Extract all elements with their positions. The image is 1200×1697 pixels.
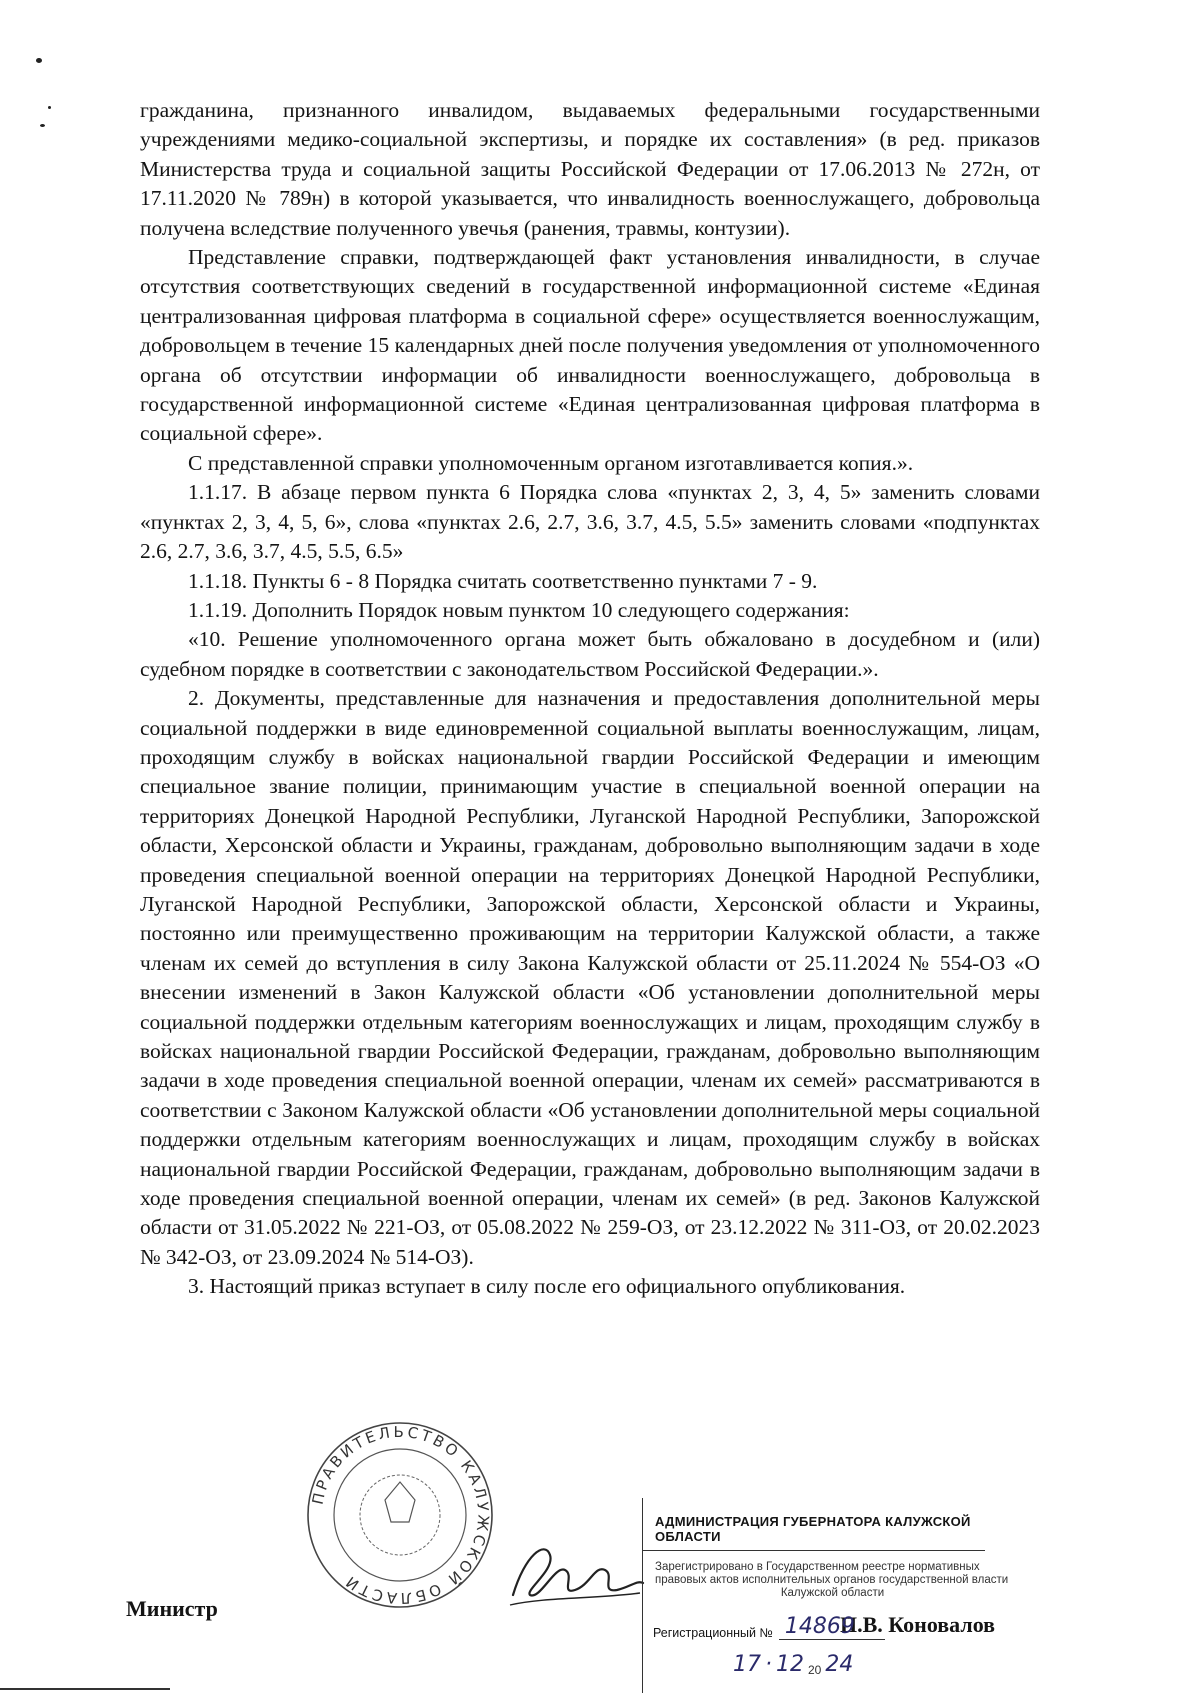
paragraph-point-10: «10. Решение уполномоченного органа может быть обжаловано в досудебном и (или) судебном порядке в соответствии с законодательством Российской Федерации.». [140, 627, 1040, 681]
registration-number: 14869 [779, 1614, 885, 1640]
seal-ring-text: ПРАВИТЕЛЬСТВО КАЛУЖСКОЙ ОБЛАСТИ [308, 1422, 493, 1608]
stamp-date-day: 17 [733, 1652, 761, 1677]
signatory-title: Министр [126, 1596, 218, 1621]
stamp-header: АДМИНИСТРАЦИЯ ГУБЕРНАТОРА КАЛУЖСКОЙ ОБЛАСТИ [643, 1498, 985, 1551]
stamp-text [643, 1551, 1010, 1600]
stamp-date: 17 · 12 20 24 [733, 1652, 854, 1677]
stamp-line: Зарегистрировано в Государственном реестре нормативных [655, 1561, 980, 1573]
scan-speck [36, 58, 42, 63]
stamp-date-year-suffix: 24 [825, 1652, 854, 1677]
stamp-line: Калужской области [780, 1587, 885, 1599]
paragraph-1-1-17: 1.1.17. В абзаце первом пункта 6 Порядка слова «пунктах 2, 3, 4, 5» заменить словами «пунктах 2, 3, 4, 5, 6», слова «пунктах 2.6, 2.7, 3.6, 3.7, 4.5, 5.5» заменить словами «подпунктах 2.6, 2.7, 3.6, 3.7, 4.5, 5.5, 6.5» [140, 480, 1040, 564]
handwritten-signature [505, 1535, 645, 1615]
stamp-registration-row [643, 1600, 1023, 1640]
official-seal [305, 1420, 495, 1610]
paragraph-1-1-19: 1.1.19. Дополнить Порядок новым пунктом 10 следующего содержания: [188, 597, 850, 622]
paragraph-section-3: 3. Настоящий приказ вступает в силу после его официального опубликования. [188, 1274, 906, 1299]
divider [0, 1688, 170, 1690]
paragraph-certificate-submission: Представление справки, подтверждающей факт установления инвалидности, в случае отсутствия соответствующих сведений в государственной информационной системе «Единая централизованная цифровая платформа в социальной сфере» осуществляется военнослужащим, добровольцем в течение 15 календарных дней после получения уведомления от уполномоченного органа об отсутствии информации об инвалидности военнослужащего, добровольца в государственной информационной системе «Единая централизованная цифровая платформа в социальной сфере». [140, 245, 1040, 446]
paragraph-continuation: гражданина, признанного инвалидом, выдаваемых федеральными государственными учреждениями медико-социальной экспертизы, и порядке их составления» (в ред. приказов Министерства труда и социальной защиты Российской Федерации от 17.06.2013 № 272н, от 17.11.2020 № 789н) в которой указывается, что инвалидность военнослужащего, добровольца получена вследствие полученного увечья (ранения, травмы, контузии). [140, 98, 1040, 240]
stamp-date-month: 12 [776, 1652, 804, 1677]
registration-stamp [642, 1498, 1023, 1693]
scan-speck [40, 124, 45, 127]
paragraph-section-2: 2. Документы, представленные для назначения и предоставления дополнительной меры социальной поддержки в виде единовременной социальной выплаты военнослужащим, лицам, проходящим службу в войсках национальной гвардии Российской Федерации и имеющим специальное звание полиции, принимающим участие в специальной военной операции на территориях Донецкой Народной Республики, Луганской Народной Республики, Запорожской области, Херсонской области и Украины, гражданам, добровольно выполняющим задачи в ходе проведения специальной военной операции на территориях Донецкой Народной Республики, Луганской Народной Республики, Запорожской области, Херсонской области и Украины, постоянно или преимущественно проживающим на территории Калужской области, а также членам их семей до вступления в силу Закона Калужской области от 25.11.2024 № 554-ОЗ «О внесении изменений в Закон Калужской области «Об установлении дополнительной меры социальной поддержки отдельным категориям военнослужащих и лицам, проходящим службу в войсках национальной гвардии Российской Федерации, гражданам, добровольно выполняющим задачи в ходе проведения специальной военной операции, членам их семей» рассматриваются в соответствии с Законом Калужской области «Об установлении дополнительной меры социальной поддержки отдельным категориям военнослужащих и лицам, проходящим службу в войсках национальной гвардии Российской Федерации, гражданам, добровольно выполняющим задачи в ходе проведения специальной военной операции, членам их семей» (в ред. Законов Калужской области от 31.05.2022 № 221-ОЗ, от 05.08.2022 № 259-ОЗ, от 23.12.2022 № 311-ОЗ, от 20.02.2023 № 342-ОЗ, от 23.09.2024 № 514-ОЗ). [140, 686, 1040, 1269]
stamp-date-year-prefix: 20 [808, 1663, 822, 1677]
document-body [140, 96, 1040, 1302]
scan-speck [48, 106, 51, 109]
paragraph-1-1-18: 1.1.18. Пункты 6 - 8 Порядка считать соответственно пунктами 7 - 9. [188, 568, 818, 593]
signatory-name: П.В. Коновалов [840, 1612, 996, 1637]
paragraph-copy: С представленной справки уполномоченным органом изготавливается копия.». [188, 450, 914, 475]
stamp-line: правовых актов исполнительных органов государственной власти [655, 1574, 1009, 1586]
registration-number-label: Регистрационный № [653, 1626, 773, 1640]
